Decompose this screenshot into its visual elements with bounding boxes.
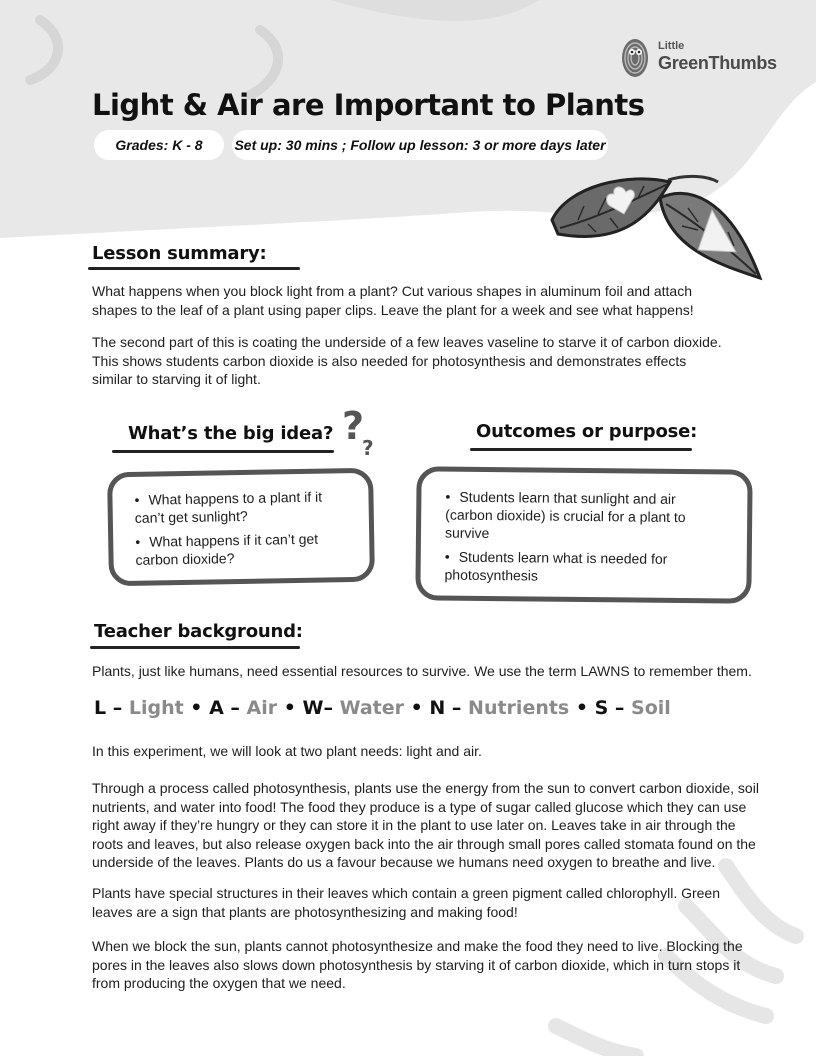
logo-text-line1: Little [658,40,685,52]
lesson-summary-underline [88,267,300,270]
big-idea-underline [112,450,334,453]
list-item: • Students learn that sunlight and air (carbon dioxide) is crucial for a plant to survive [444,488,686,542]
lawns-word: Water [339,697,405,719]
lawns-letter: N [429,697,446,719]
outcomes-list [422,471,748,584]
lawns-letter: S [594,697,609,719]
big-idea-heading: What’s the big idea? [128,423,334,444]
lawns-word: Nutrients [468,697,570,719]
teacher-background-intro: Plants, just like humans, need essential resources to survive. We use the term LAWNS to remember them. [92,663,752,679]
lesson-summary-paragraph-2: The second part of this is coating the underside of a few leaves vaseline to starve it of carbon dioxide. This shows students carbon dioxide is also needed for photosynthesis and demonstrates effects similar to starving it of light. [92,334,722,387]
list-item: • Students learn what is needed for photosynthesis [444,548,668,584]
page-title: Light & Air are Important to Plants [92,88,645,122]
list-item: • What happens to a plant if it can’t get sunlight? [134,488,323,526]
lawns-word: Air [246,697,278,719]
lawns-letter: W [302,697,324,719]
thumbprint-logo-icon [618,36,652,80]
teacher-background-paragraph-1: In this experiment, we will look at two plant needs: light and air. [92,743,482,759]
list-item: • What happens if it can’t get carbon dioxide? [135,530,319,568]
lawns-letter: L [94,697,107,719]
leaves-illustration-icon [548,168,770,286]
lawns-word: Light [128,697,184,719]
teacher-background-paragraph-4: When we block the sun, plants cannot photosynthesize and make the food they need to live. Blocking the pores in the leaves also slows down photosynthesis by starving it of carbon dioxide, which in turn stops it from producing the oxygen that we need. [92,938,743,991]
teacher-background-paragraph-3: Plants have special structures in their leaves which contain a green pigment called chlorophyll. Green leaves are a sign that plants are photosynthesizing and making food! [92,885,721,920]
big-idea-list [112,473,368,568]
setup-badge: Set up: 30 mins ; Follow up lesson: 3 or more days later [232,130,608,160]
brand-logo [618,36,778,82]
lesson-summary-heading: Lesson summary: [92,243,267,264]
teacher-background-paragraph-2: Through a process called photosynthesis, plants use the energy from the sun to convert carbon dioxide, soil nutrients, and water into food! The food they produce is a type of sugar called glucose which they can use right away if they’re hungry or they can store it in the plant to use later on. Leaves take in air through the roots and leaves, but also release oxygen back into the air through small pores called stomata found on the underside of the leaves. Plants do us a favour because we humans need oxygen to breathe and live. [92,780,759,870]
logo-text-line2: GreenThumbs [658,53,777,73]
outcomes-heading: Outcomes or purpose: [476,421,698,442]
big-idea-box [107,468,375,587]
lawns-word: Soil [631,697,671,719]
lesson-summary-paragraph-1: What happens when you block light from a plant? Cut various shapes in aluminum foil and attach shapes to the leaf of a plant using paper clips. Leave the plant for a week and see what happens! [92,283,694,318]
lawns-acronym-line: L – Light • A – Air • W– Water • N – Nutrients • S – Soil [94,697,671,719]
lawns-letter: A [209,697,224,719]
outcomes-box [415,466,752,604]
worksheet-page: Little GreenThumbs Light & Air are Important to Plants Grades: K - 8 Set up: 30 mins ; Follow up lesson: 3 or more days later Lesson summary: What happens when you block light from a plant? Cut various shapes in aluminum foil and attach shapes to the leaf of a plant using paper clips. Leave the plant for a week and see what happens! The second part of this is coating the underside of a few leaves vaseline to starve it of carbon dioxide. This shows students carbon dioxide is also needed for photosynthesis and demonstrates effects similar to starving it of light. What’s the big idea? ? ? • What happens to a plant if it can’t get sunlight? • What happens if it can’t get carbon dioxide? Outcomes or purpose: • Students learn that sunlight and air (carbon dioxide) is crucial for a plant to survive • Students learn what is needed for photosynthesis Teacher background: Plants, just like humans, need essential resources to survive. We use the term LAWNS to remember them. L – Light • A – Air • W– Water • N – Nutrients • S – Soil In this experiment, we will look at two plant needs: light and air. Through a process called photosynthesis, plants use the energy from the sun to convert carbon dioxide, soil nutrients, and water into food! The food they produce is a type of sugar called glucose which they can use right away if they’re hungry or they can store it in the plant to use later on. Leaves take in air through the roots and leaves, but also release oxygen back into the air through small pores called stomata found on the underside of the leaves. Plants do us a favour because we humans need oxygen to breathe and live. Plants have special structures in their leaves which contain a green pigment called chlorophyll. Green leaves are a sign that plants are photosynthesizing and making food! When we block the sun, plants cannot photosynthesize and make the food they need to live. Blocking the pores in the leaves also slows down photosynthesis by starving it of carbon dioxide, which in turn stops it from producing the oxygen that we need. [0,0,816,1056]
grades-badge: Grades: K - 8 [94,130,224,160]
outcomes-underline [470,448,692,451]
teacher-background-heading: Teacher background: [94,621,303,642]
teacher-background-underline [90,646,300,649]
